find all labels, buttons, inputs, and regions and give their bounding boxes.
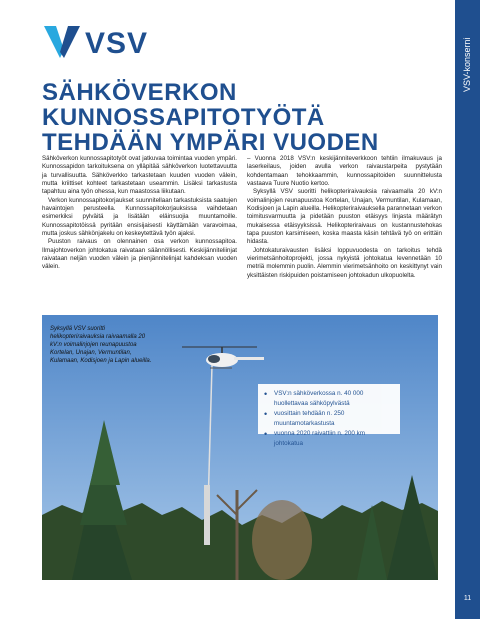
photo-caption: Syksyllä VSV suoritti helikopteriraivauksia raivaamalla 20 kV:n voimalinjojen reunapuustoa Kortelan, Unajan, Vermuntilan, Kulamaan, Kodisjoen ja Lapin alueilla. bbox=[50, 326, 152, 364]
paragraph: – Vuonna 2018 VSV:n keskijänniteverkkoon tehtiin ilmakuvaus ja laserkeilaus, joiden avulla verkon raivaustarpeita pystytään kohdentamaan tehokkaammin, kunnossapitoiden suunnittelusta vastaava Tuure Nuotio kertoo. bbox=[247, 155, 442, 188]
title-line-2: TEHDÄÄN YMPÄRI VUODEN bbox=[42, 129, 379, 156]
fact-item: • vuosittain tehdään n. 250 muuntamotarkastusta bbox=[264, 409, 394, 429]
fact-item: • vuonna 2020 raivattiin n. 200 km johtokatua bbox=[264, 429, 394, 449]
body-column-right bbox=[247, 155, 442, 280]
paragraph: Johtokaturaivausten lisäksi loppuvuodesta on tarkoitus tehdä vierimetsänhoitoprojekti, jossa nykyistä johtokatua levennetään 10 metriä molemmin puolin. Alemmin vierimetsänhoito on keskittynyt vain yksittäisten riskipuiden poistamiseen johtokadun ulkopuolelta. bbox=[247, 246, 442, 279]
page-title bbox=[42, 80, 442, 155]
paragraph: Syksyllä VSV suoritti helikopteriraivauksia raivaamalla 20 kV:n voimalinjojen reunapuustoa Kortelan, Unajan, Vermuntilan, Kulamaan, Kodisjoen ja Lapin alueilla. Helikopteriraivauksella parannetaan verkon toimitusvarmuutta ja pidetään puuston etäisyys linjasta määrätyn mukaisessa etäisyyksissä. Helikopteriraivaus on kustannustehokas tapa puuston karsimiseen, koska maasta käsin tehtävä työ on erittäin hidasta. bbox=[247, 188, 442, 246]
facts-box bbox=[258, 384, 400, 447]
logo-text: VSV bbox=[85, 27, 149, 60]
title-line-1: SÄHKÖVERKON KUNNOSSAPITOTYÖTÄ bbox=[42, 79, 325, 131]
paragraph: Verkon kunnossapitokorjaukset suunnitellaan tarkastuksista saatujen havaintojen perusteella. Kunnossapitokorjauksissa vaihdetaan esimerkiksi pylväitä ja lisätään eläinsuojia muuntamoille. Kunnossapitotöissä pyritään ensisijaisesti käyttämään varavoimaa, mutta joskus sähkönjakelu on keskeytettävä työn ajaksi. bbox=[42, 196, 237, 238]
body-column-left bbox=[42, 155, 237, 272]
page-number: 11 bbox=[463, 595, 472, 602]
section-label: VSV-konserni bbox=[462, 37, 472, 93]
fact-item: • VSV:n sähköverkossa n. 40 000 huollettavaa sähköpylvästä bbox=[264, 389, 394, 409]
paragraph: Puuston raivaus on olennainen osa verkon kunnossapitoa. Ilmajohtoverkon johtokatua raivataan säännöllisesti. Keskijänniteliinjat raivataan neljän vuoden välein ja pienjännitelinjat kahdeksan vuoden välein. bbox=[42, 238, 237, 271]
vsv-logo-icon bbox=[42, 22, 82, 62]
paragraph: Sähköverkon kunnossapitotyöt ovat jatkuvaa toimintaa vuoden ympäri. Kunnossapidon tarkoituksena on ylläpitää sähköverkon luotettavuutta ja turvallisuutta. Sähköverkko tarkastetaan kuuden vuoden välein, mutta kriittiset kohteet tarkastetaan useammin. Lisäksi tarkastusta tapahtuu aina työn ohessa, kun maastossa liikutaan. bbox=[42, 155, 237, 196]
